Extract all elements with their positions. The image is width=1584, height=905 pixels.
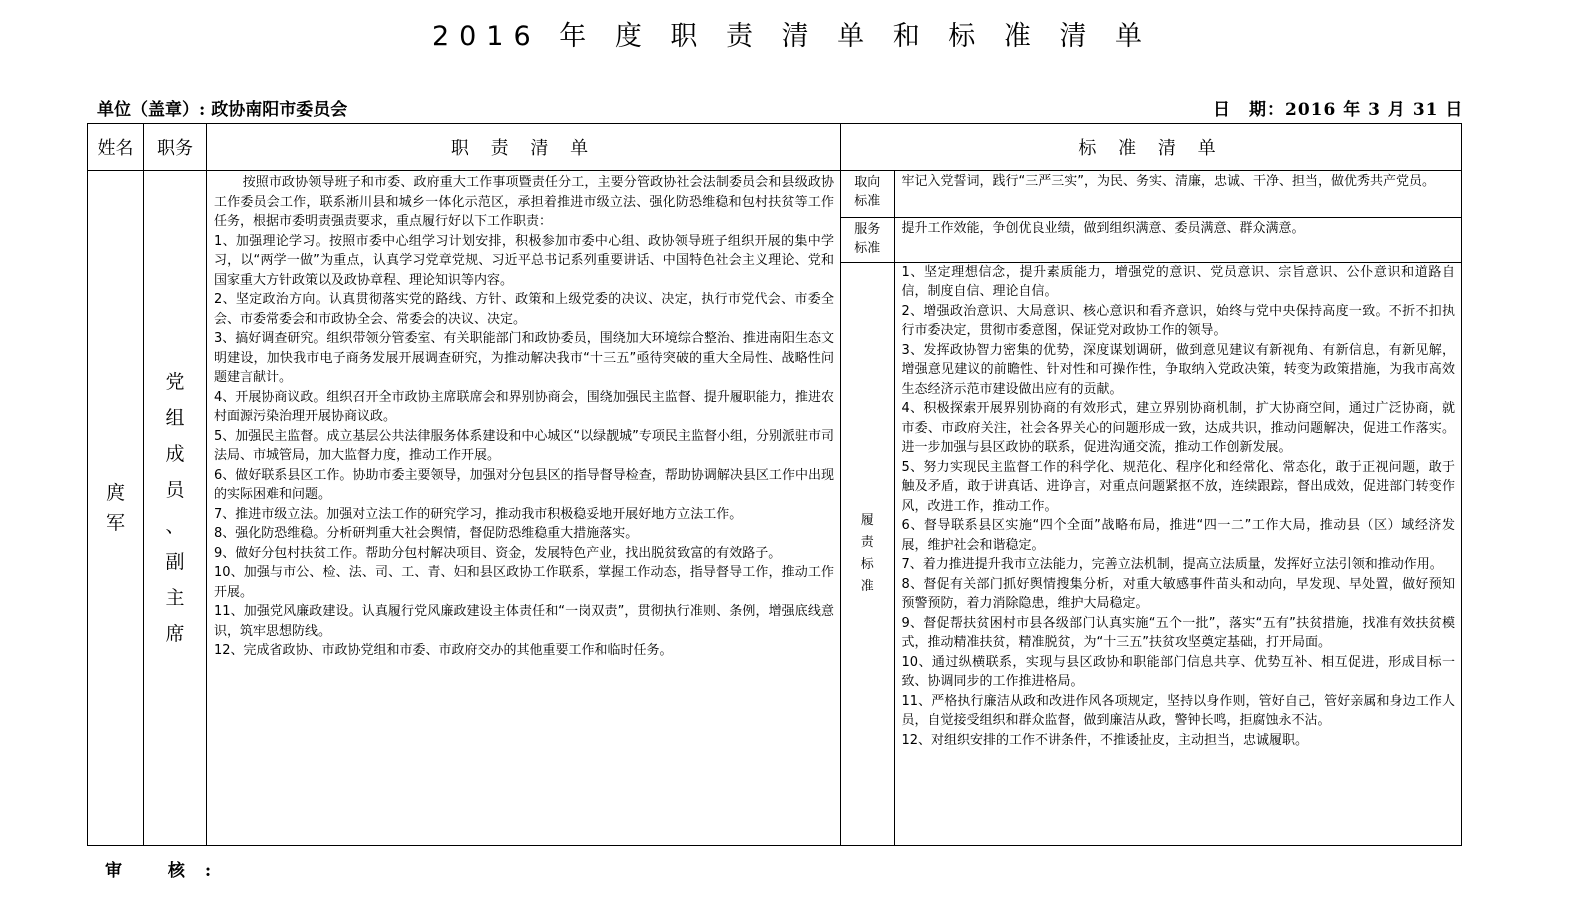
standard-item: 6、督导联系县区实施“四个全面”战略布局，推进“四一二”工作大局，推动县（区）域经济发展，维护社会和谐稳定。	[901, 518, 1455, 553]
standard-item: 2、增强政治意识、大局意识、核心意识和看齐意识，始终与党中央保持高度一致。不折不扣执行市委决定，贯彻市委意图，保证党对政协工作的领导。	[901, 303, 1455, 338]
audit-label: 审 核:	[105, 861, 232, 881]
header-duties: 职 责 清 单	[207, 124, 841, 171]
person-position-cell	[144, 171, 207, 846]
position-char: 成	[165, 443, 185, 465]
orientation-standard-text: 牢记入党誓词，践行“三严三实”，为民、务实、清廉，忠诚、干净、担当，做优秀共产党员。	[894, 171, 1461, 217]
service-standard-row	[841, 217, 1461, 262]
duty-standard-text	[894, 262, 1461, 845]
duty-item: 3、搞好调查研究。组织带领分管委室、有关职能部门和政协委员，围绕加大环境综合整治、推进南阳生态文明建设，加快我市电子商务发展开展调查研究，为推动解决我市“十三五”亟待突破的重大全局性、战略性问题建言献计。	[214, 331, 834, 385]
duty-item: 2、坚定政治方向。认真贯彻落实党的路线、方针、政策和上级党委的决议、决定，执行市党代会、市委全会、市委常委会和市政协全会、常委会的决议、决定。	[214, 292, 834, 327]
person-name-char: 军	[105, 512, 125, 534]
header-position: 职务	[144, 124, 207, 171]
orientation-standard-row	[841, 171, 1461, 217]
position-char: 党	[165, 371, 185, 393]
service-standard-label: 服务 标准	[841, 217, 894, 262]
header-standards: 标 准 清 单	[841, 124, 1462, 171]
duty-item: 1、加强理论学习。按照市委中心组学习计划安排，积极参加市委中心组、政协领导班子组织开展的集中学习，以“两学一做”为重点，认真学习党章党规、习近平总书记系列重要讲话、中国特色社会主义理论、党和国家重大方针政策以及政协章程、理论知识等内容。	[214, 233, 834, 288]
duty-item: 4、开展协商议政。组织召开全市政协主席联席会和界别协商会，围绕加强民主监督、提升履职能力，推进农村面源污染治理开展协商议政。	[214, 389, 834, 424]
page-title: 2016 年 度 职 责 清 单 和 标 准 清 单	[431, 21, 1153, 52]
duty-item: 12、完成省政协、市政协党组和市委、市政府交办的其他重要工作和临时任务。	[214, 643, 673, 658]
date-label: 日 期：2016 年 3 月 31 日	[1213, 100, 1464, 120]
standard-item: 12、对组织安排的工作不讲条件，不推诿扯皮，主动担当，忠诚履职。	[901, 732, 1309, 748]
table-row	[88, 171, 1462, 846]
duty-standard-row	[841, 262, 1461, 845]
duty-item: 8、强化防恐维稳。分析研判重大社会舆情，督促防恐维稳重大措施落实。	[214, 526, 639, 541]
service-standard-text: 提升工作效能，争创优良业绩，做到组织满意、委员满意、群众满意。	[894, 217, 1461, 262]
standard-item: 4、积极探索开展界别协商的有效形式，建立界别协商机制，扩大协商空间，通过广泛协商，就市委、市政府关注，社会各界关心的问题形成一致，达成共识，推动问题解决，促进工作落实。进一步加强与县区政协的联系，促进沟通交流，推动工作创新发展。	[901, 401, 1455, 455]
duty-item: 6、做好联系县区工作。协助市委主要领导，加强对分包县区的指导督导检查，帮助协调解决县区工作中出现的实际困难和问题。	[214, 467, 834, 502]
standard-item: 7、着力推进提升我市立法能力，完善立法机制，提高立法质量，发挥好立法引领和推动作用。	[901, 557, 1443, 572]
standard-item: 8、督促有关部门抓好舆情搜集分析，对重大敏感事件苗头和动向，早发现、早处置，做好预知预警预防，着力消除隐患，维护大局稳定。	[901, 576, 1455, 611]
duty-item: 5、加强民主监督。成立基层公共法律服务体系建设和中心城区“以绿靓城”专项民主监督小组，分别派驻市司法局、市城管局，加大监督力度，推动工作开展。	[214, 428, 834, 463]
duty-item: 9、做好分包村扶贫工作。帮助分包村解决项目、资金，发展特色产业，找出脱贫致富的有效路子。	[214, 545, 782, 561]
duty-item: 11、加强党风廉政建设。认真履行党风廉政建设主体责任和“一岗双责”，贯彻执行准则、条例，增强底线意识，筑牢思想防线。	[214, 604, 834, 639]
standard-item: 9、督促帮扶贫困村市县各级部门认真实施“五个一批”，落实“五有”扶贫措施，找准有效扶贫模式，推动精准扶贫，精准脱贫，为“十三五”扶贫攻坚奠定基础，打开局面。	[901, 615, 1455, 650]
standard-item: 5、努力实现民主监督工作的科学化、规范化、程序化和经常化、常态化，敢于正视问题，敢于触及矛盾，敢于讲真话、进诤言，对重点问题紧抠不放，连续跟踪，督出成效，促进部门转变作风，改进工作，推动工作。	[901, 459, 1455, 514]
duty-item: 7、推进市级立法。加强对立法工作的研究学习，推动我市积极稳妥地开展好地方立法工作。	[214, 506, 743, 522]
table-header-row	[88, 124, 1462, 171]
position-char: 副	[165, 551, 185, 573]
standard-item: 11、严格执行廉洁从政和改进作风各项规定，坚持以身作则，管好自己，管好亲属和身边工作人员，自觉接受组织和群众监督，做到廉洁从政，警钟长鸣，拒腐蚀永不沾。	[901, 693, 1455, 728]
person-name-char: 庹	[105, 482, 125, 504]
standards-table	[841, 171, 1461, 845]
standard-item: 3、发挥政协智力密集的优势，深度谋划调研，做到意见建议有新视角、有新信息，有新见解，增强意见建议的前瞻性、针对性和可操作性，争取纳入党政决策，转变为政策措施，为我市高效生态经济示范市建设做出应有的贡献。	[901, 342, 1455, 397]
header-name: 姓名	[88, 124, 144, 171]
position-char: 主	[165, 587, 185, 609]
responsibility-table	[87, 123, 1462, 846]
position-char: 组	[165, 407, 185, 429]
orientation-standard-label: 取向 标准	[841, 171, 894, 217]
duty-standard-label: 履 责 标 准	[841, 262, 894, 845]
position-char: 席	[165, 623, 185, 645]
duty-item: 10、加强与市公、检、法、司、工、青、妇和县区政协工作联系，掌握工作动态，指导督导工作，推动工作开展。	[214, 565, 834, 600]
standard-item: 1、坚定理想信念，提升素质能力，增强党的意识、党员意识、宗旨意识、公仆意识和道路自信，制度自信、理论自信。	[901, 264, 1455, 299]
position-char: 、	[165, 515, 185, 537]
position-char: 员	[165, 479, 185, 501]
standards-cell	[841, 171, 1462, 846]
unit-label: 单位（盖章）: 政协南阳市委员会	[97, 100, 348, 120]
standard-item: 10、通过纵横联系，实现与县区政协和职能部门信息共享、优势互补、相互促进，形成目标一致、协调同步的工作推进格局。	[901, 654, 1455, 689]
duty-intro: 按照市政协领导班子和市委、政府重大工作事项暨责任分工，主要分管政协社会法制委员会和县级政协工作委员会工作，联系淅川县和城乡一体化示范区，承担着推进市级立法、强化防恐维稳和包村扶贫等工作任务，根据市委明责强责要求，重点履行好以下工作职责：	[214, 175, 834, 229]
duties-cell	[207, 171, 841, 846]
person-name-cell	[88, 171, 144, 846]
